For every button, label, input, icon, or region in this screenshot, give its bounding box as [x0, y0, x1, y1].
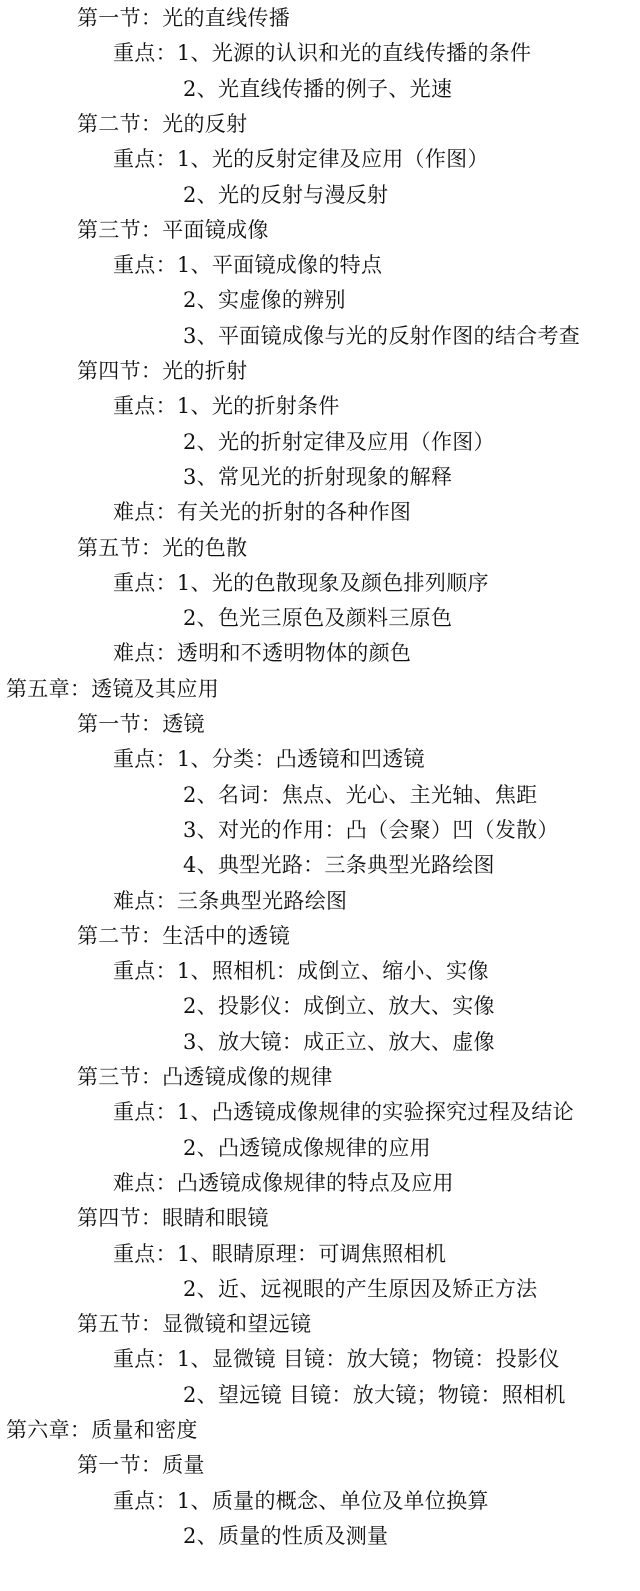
key-point-line: 难点：凸透镜成像规律的特点及应用 — [113, 1170, 454, 1195]
key-point-continuation: 2、实虚像的辨别 — [183, 288, 346, 313]
section-heading: 第一节：透镜 — [77, 712, 205, 736]
key-point-line: 重点：1、分类：凸透镜和凹透镜 — [113, 747, 425, 772]
section-heading: 第三节：凸透镜成像的规律 — [77, 1065, 333, 1089]
key-point-continuation: 2、色光三原色及颜料三原色 — [183, 606, 453, 631]
key-point-continuation: 2、光的反射与漫反射 — [183, 182, 389, 207]
key-point-continuation: 3、平面镜成像与光的反射作图的结合考查 — [183, 323, 581, 348]
key-point-line: 难点：有关光的折射的各种作图 — [113, 500, 412, 525]
key-point-line: 重点：1、质量的概念、单位及单位换算 — [113, 1488, 489, 1513]
section-heading: 第五节：光的色散 — [77, 535, 248, 560]
key-point-continuation: 3、对光的作用：凸（会聚）凹（发散） — [183, 817, 559, 842]
key-point-continuation: 2、望远镜 目镜：放大镜；物镜：照相机 — [183, 1382, 566, 1407]
key-point-line: 难点：三条典型光路绘图 — [113, 888, 348, 913]
key-point-continuation: 2、凸透镜成像规律的应用 — [183, 1135, 431, 1160]
section-heading: 第四节：光的折射 — [77, 359, 248, 383]
key-point-continuation: 2、质量的性质及测量 — [183, 1523, 389, 1548]
key-point-line: 重点：1、光的色散现象及颜色排列顺序 — [113, 570, 489, 595]
key-point-line: 难点：透明和不透明物体的颜色 — [113, 641, 412, 666]
key-point-continuation: 3、放大镜：成正立、放大、虚像 — [183, 1029, 495, 1054]
chapter-heading: 第五章：透镜及其应用 — [6, 676, 219, 701]
section-heading: 第四节：眼睛和眼镜 — [77, 1206, 269, 1231]
key-point-line: 重点：1、平面镜成像的特点 — [113, 253, 383, 278]
key-point-line: 重点：1、凸透镜成像规律的实验探究过程及结论 — [113, 1100, 574, 1125]
key-point-continuation: 2、光的折射定律及应用（作图） — [183, 429, 495, 454]
key-point-continuation: 4、典型光路：三条典型光路绘图 — [183, 853, 495, 878]
section-heading: 第二节：光的反射 — [77, 111, 248, 136]
key-point-line: 重点：1、光的反射定律及应用（作图） — [113, 147, 489, 172]
section-heading: 第五节：显微镜和望远镜 — [77, 1312, 312, 1337]
key-point-continuation: 2、名词：焦点、光心、主光轴、焦距 — [183, 782, 538, 807]
section-heading: 第一节：光的直线传播 — [77, 6, 290, 30]
chapter-heading: 第六章：质量和密度 — [6, 1418, 198, 1442]
key-point-continuation: 2、近、远视眼的产生原因及矫正方法 — [183, 1276, 538, 1301]
key-point-continuation: 2、投影仪：成倒立、放大、实像 — [183, 994, 495, 1019]
key-point-continuation: 3、常见光的折射现象的解释 — [183, 464, 453, 489]
section-heading: 第三节：平面镜成像 — [77, 217, 269, 242]
key-point-line: 重点：1、照相机：成倒立、缩小、实像 — [113, 959, 489, 984]
key-point-line: 重点：1、光的折射条件 — [113, 394, 340, 419]
key-point-line: 重点：1、眼睛原理：可调焦照相机 — [113, 1241, 447, 1266]
key-point-continuation: 2、光直线传播的例子、光速 — [183, 76, 453, 101]
section-heading: 第一节：质量 — [77, 1453, 205, 1478]
key-point-line: 重点：1、光源的认识和光的直线传播的条件 — [113, 41, 532, 66]
section-heading: 第二节：生活中的透镜 — [77, 923, 290, 948]
key-point-line: 重点：1、显微镜 目镜：放大镜；物镜：投影仪 — [113, 1347, 560, 1372]
